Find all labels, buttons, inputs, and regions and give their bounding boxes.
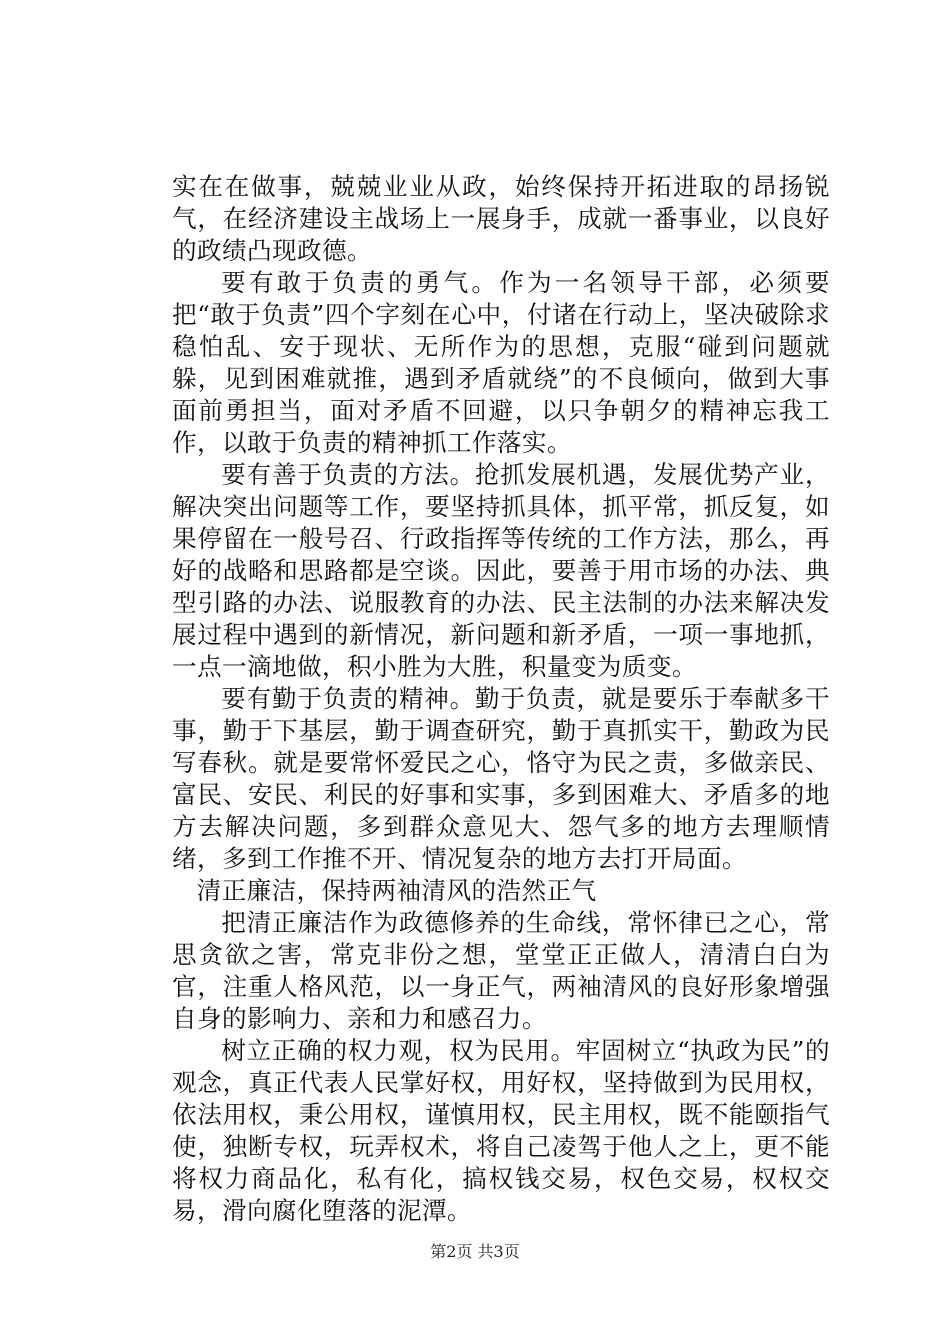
paragraph-courage: 要有敢于负责的勇气。作为一名领导干部，必须要把“敢于负责”四个字刻在心中，付诸在行动上，坚决破除求稳怕乱、安于现状、无所作为的思想，克服“碰到问题就躲，见到困难就推，遇到矛盾就绕”的不良倾向，做到大事面前勇担当，面对矛盾不回避，以只争朝夕的精神忘我工作，以敢于负责的精神抓工作落实。	[172, 268, 830, 457]
paragraph-diligence: 要有勤于负责的精神。勤于负责，就是要乐于奉献多干事，勤于下基层，勤于调查研究，勤于真抓实干，勤政为民写春秋。就是要常怀爱民之心，恪守为民之责，多做亲民、富民、安民、利民的好事和实事，多到困难大、矛盾多的地方去解决问题，多到群众意见大、怨气多的地方去理顺情绪，多到工作推不开、情况复杂的地方去打开局面。	[172, 684, 830, 873]
paragraph-continuation: 实在在做事，兢兢业业从政，始终保持开拓进取的昂扬锐气，在经济建设主战场上一展身手，成就一番事业，以良好的政绩凸现政德。	[172, 172, 830, 265]
paragraph-method: 要有善于负责的方法。抢抓发展机遇，发展优势产业，解决突出问题等工作，要坚持抓具体，抓平常，抓反复，如果停留在一般号召、行政指挥等传统的工作方法，那么，再好的战略和思路都是空谈。因此，要善于用市场的办法、典型引路的办法、说服教育的办法、民主法制的办法来解决发展过程中遇到的新情况，新问题和新矛盾，一项一事地抓，一点一滴地做，积小胜为大胜，积量变为质变。	[172, 460, 830, 681]
page-footer	[0, 1242, 950, 1262]
page-number: 第2页 共3页	[430, 1242, 520, 1261]
section-heading-integrity: 清正廉洁，保持两袖清风的浩然正气	[196, 876, 597, 905]
paragraph-integrity: 把清正廉洁作为政德修养的生命线，常怀律已之心，常思贪欲之害，常克非份之想，堂堂正正做人，清清白白为官，注重人格风范，以一身正气，两袖清风的良好形象增强自身的影响力、亲和力和感召力。	[172, 908, 830, 1033]
paragraph-power-view: 树立正确的权力观，权为民用。牢固树立“执政为民”的观念，真正代表人民掌好权，用好权，坚持做到为民用权，依法用权，秉公用权，谨慎用权，民主用权，既不能颐指气使，独断专权，玩弄权术，将自己凌驾于他人之上，更不能将权力商品化，私有化，搞权钱交易，权色交易，权权交易，滑向腐化堕落的泥潭。	[172, 1036, 830, 1225]
document-body	[172, 171, 830, 1227]
